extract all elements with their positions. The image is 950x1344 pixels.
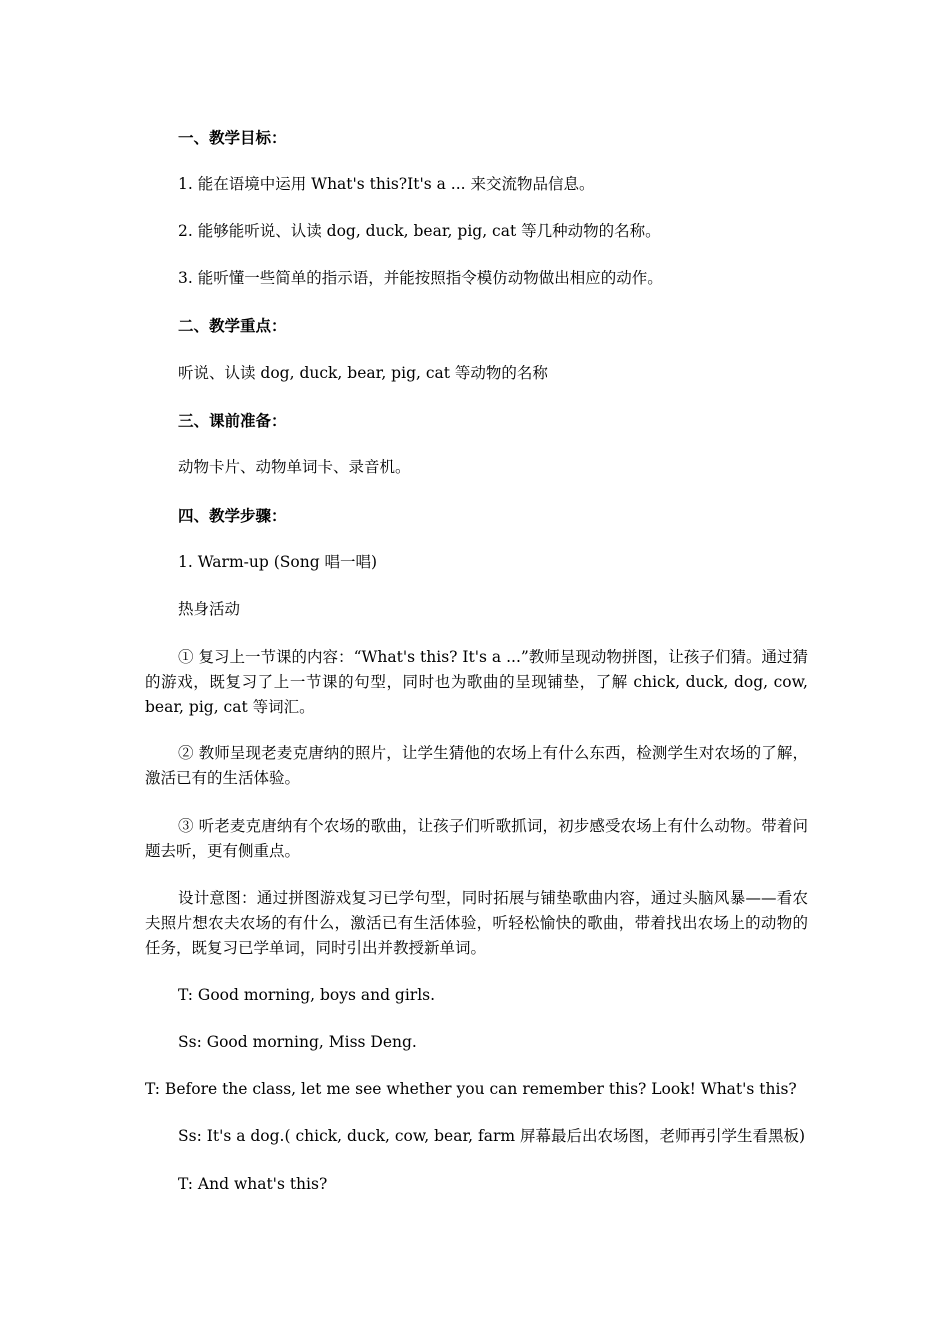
objective-1: 1. 能在语境中运用 What's this?It's a ... 来交流物品信息。 <box>178 175 595 193</box>
dialogue-line-5: T: And what's this? <box>178 1175 328 1193</box>
dialogue-line-2: Ss: Good morning, Miss Deng. <box>178 1033 417 1051</box>
heading-teaching-objectives: 一、教学目标： <box>178 128 287 147</box>
activity-paragraph-1: ① 复习上一节课的内容：“What's this? It's a ...”教师呈现动物拼图，让孩子们猜。通过猜的游戏，既复习了上一节课的句型，同时也为歌曲的呈现铺垫，了解 chick, duck, dog, cow, bear, pig, cat 等词汇。 <box>145 648 808 716</box>
objective-3: 3. 能听懂一些简单的指示语，并能按照指令模仿动物做出相应的动作。 <box>178 269 663 287</box>
heading-teaching-steps: 四、教学步骤： <box>178 506 287 525</box>
design-intent-paragraph: 设计意图：通过拼图游戏复习已学句型，同时拓展与铺垫歌曲内容，通过头脑风暴——看农夫照片想农夫农场的有什么，激活已有生活体验，听轻松愉快的歌曲，带着找出农场上的动物的任务，既复习已学单词，同时引出并教授新单词。 <box>145 889 808 957</box>
heading-key-points: 二、教学重点： <box>178 316 287 335</box>
step-1-title: 1. Warm-up (Song 唱一唱) <box>178 553 378 571</box>
step-1-subtitle: 热身活动 <box>178 600 241 618</box>
dialogue-line-4: Ss: It's a dog.( chick, duck, cow, bear, farm 屏幕最后出农场图，老师再引学生看黑板) <box>178 1127 806 1145</box>
activity-paragraph-2: ② 教师呈现老麦克唐纳的照片，让学生猜他的农场上有什么东西，检测学生对农场的了解，激活已有的生活体验。 <box>145 744 808 787</box>
heading-preparation: 三、课前准备： <box>178 411 287 430</box>
preparation-text: 动物卡片、动物单词卡、录音机。 <box>178 458 411 476</box>
activity-paragraph-3: ③ 听老麦克唐纳有个农场的歌曲，让孩子们听歌抓词，初步感受农场上有什么动物。带着问题去听，更有侧重点。 <box>145 817 808 860</box>
dialogue-line-3: T: Before the class, let me see whether you can remember this? Look! What's this? <box>145 1080 797 1098</box>
objective-2: 2. 能够能听说、认读 dog, duck, bear, pig, cat 等几种动物的名称。 <box>178 222 661 240</box>
key-points-text: 听说、认读 dog, duck, bear, pig, cat 等动物的名称 <box>178 364 548 382</box>
dialogue-line-1: T: Good morning, boys and girls. <box>178 986 436 1004</box>
